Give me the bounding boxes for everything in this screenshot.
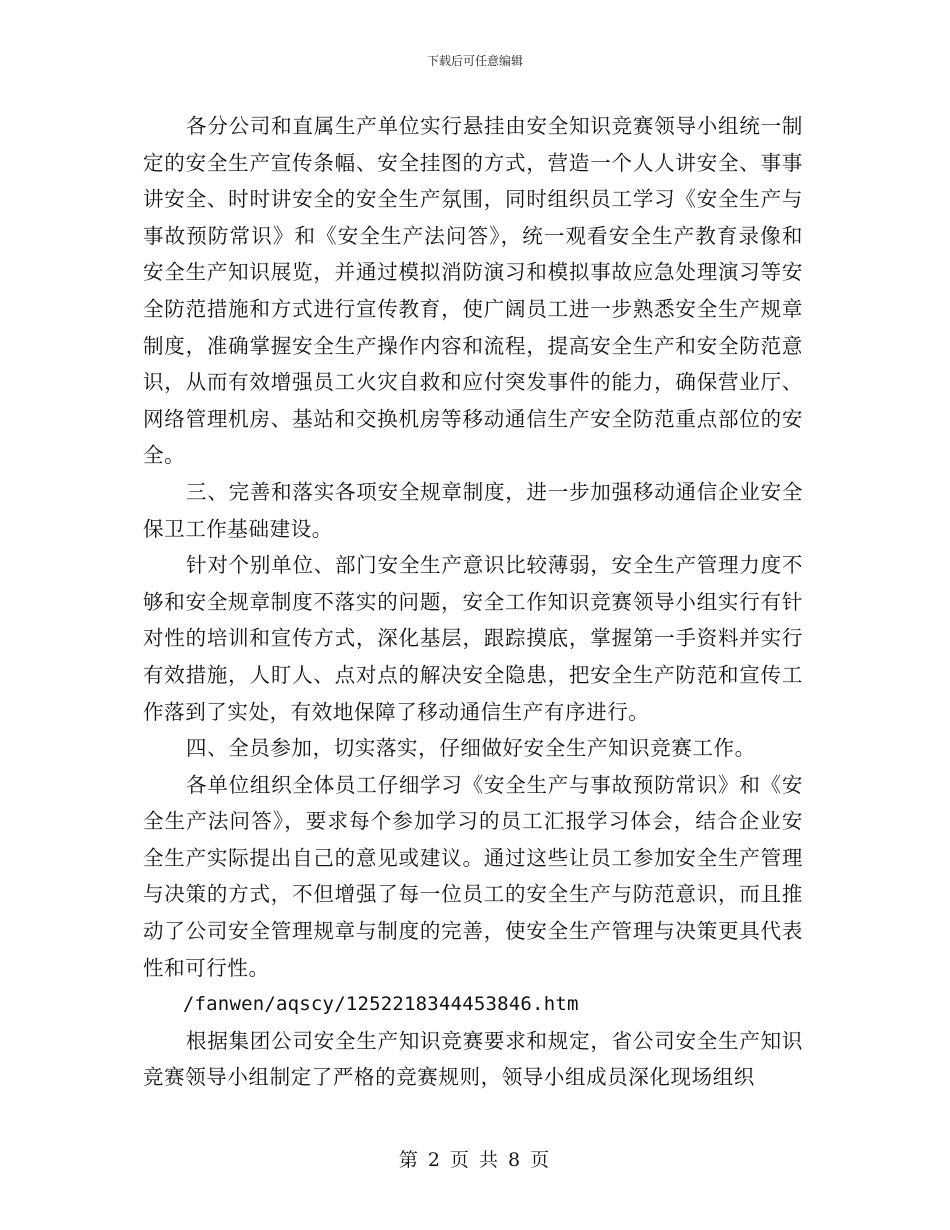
paragraph-staff-study: 各单位组织全体员工仔细学习《安全生产与事故预防常识》和《安全生产法问答》，要求每个参加学习的员工汇报学习体会，结合企业安全生产实际提出自己的意见或建议。通过这些让员工参加安全生产管理与决策的方式，不但增强了每一位员工的安全生产与防范意识，而且推动了公司安全管理规章与制度的完善，使安全生产管理与决策更具代表性和可行性。	[143, 772, 803, 980]
paragraph-safety-publicity: 各分公司和直属生产单位实行悬挂由安全知识竞赛领导小组统一制定的安全生产宣传条幅、安全挂图的方式，营造一个人人讲安全、事事讲安全、时时讲安全的安全生产氛围，同时组织员工学习《安全生产与事故预防常识》和《安全生产法问答》，统一观看安全生产教育录像和安全生产知识展览，并通过模拟消防演习和模拟事故应急处理演习等安全防范措施和方式进行宣传教育，使广阔员工进一步熟悉安全生产规章制度，准确掌握安全生产操作内容和流程，提高安全生产和安全防范意识，从而有效增强员工火灾自救和应付突发事件的能力，确保营业厅、网络管理机房、基站和交换机房等移动通信生产安全防范重点部位的安全。	[143, 114, 803, 468]
paragraph-competition-rules: 根据集团公司安全生产知识竞赛要求和规定，省公司安全生产知识竞赛领导小组制定了严格的竞赛规则，领导小组成员深化现场组织	[143, 1028, 803, 1090]
document-body	[143, 108, 803, 1096]
section-heading-three: 三、完善和落实各项安全规章制度，进一步加强移动通信企业安全保卫工作基础建设。	[143, 479, 803, 541]
page-header-note: 下载后可任意编辑	[426, 54, 523, 68]
section-heading-four: 四、全员参加，切实落实，仔细做好安全生产知识竞赛工作。	[186, 736, 756, 761]
page-number-footer: 第 2 页 共 8 页	[398, 1149, 552, 1171]
paragraph-targeted-training: 针对个别单位、部门安全生产意识比较薄弱，安全生产管理力度不够和安全规章制度不落实的问题，安全工作知识竞赛领导小组实行有针对性的培训和宣传方式，深化基层，跟踪摸底，掌握第一手资料并实行有效措施，人盯人、点对点的解决安全隐患，把安全生产防范和宣传工作落到了实处，有效地保障了移动通信生产有序进行。	[143, 553, 803, 724]
source-url-text: /fanwen/aqscy/1252218344453846.htm	[182, 993, 579, 1016]
